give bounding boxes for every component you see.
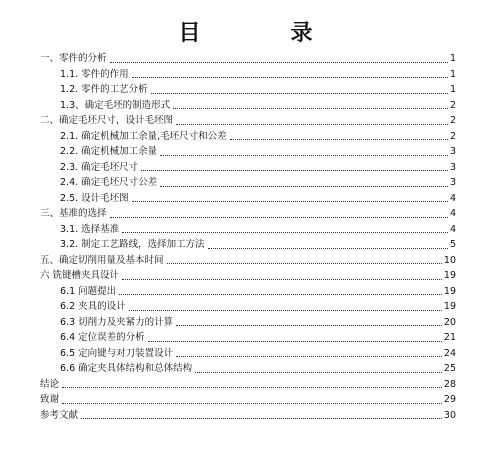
toc-title: 目 录 xyxy=(178,21,347,46)
toc-entry[interactable] xyxy=(40,144,456,160)
toc-entry-label: 6.5 定向键与对刀装置设计 xyxy=(60,347,174,359)
toc-entry-page-number: 28 xyxy=(443,378,456,390)
toc-entry-label: 一、零件的分析 xyxy=(40,53,107,64)
toc-dot-leader xyxy=(129,310,442,311)
toc-entry-page-number: 25 xyxy=(443,363,456,374)
toc-entry-label: 2.1. 确定机械加工余量,毛坯尺寸和公差 xyxy=(60,130,227,142)
toc-entry-label: 3.2. 制定工艺路线，选择加工方法 xyxy=(60,239,205,250)
toc-dot-leader xyxy=(62,387,442,388)
toc-dot-leader xyxy=(176,325,442,326)
toc-entry-page-number: 24 xyxy=(443,347,456,359)
toc-entry-page-number: 1 xyxy=(449,84,456,95)
toc-dot-leader xyxy=(122,232,448,233)
toc-entry[interactable] xyxy=(40,253,456,269)
toc-entry-page-number: 4 xyxy=(449,223,456,235)
toc-entry[interactable] xyxy=(40,268,456,284)
toc-entry-label: 6.4 定位误差的分析 xyxy=(60,332,145,343)
toc-dot-leader xyxy=(160,186,448,187)
toc-entry[interactable] xyxy=(40,67,456,83)
toc-entry-page-number: 5 xyxy=(449,239,456,250)
toc-entry[interactable] xyxy=(40,191,456,207)
toc-entry-page-number: 3 xyxy=(449,146,456,157)
toc-entry-label: 6.1 问题提出 xyxy=(60,285,117,297)
toc-dot-leader xyxy=(132,77,448,78)
toc-dot-leader xyxy=(110,217,448,218)
toc-entry[interactable] xyxy=(40,408,456,424)
toc-entry-label: 致谢 xyxy=(40,394,60,405)
toc-entry[interactable] xyxy=(40,51,456,67)
toc-entry[interactable] xyxy=(40,346,456,362)
toc-entry[interactable] xyxy=(40,129,456,145)
toc-dot-leader xyxy=(176,356,442,357)
toc-entry-label: 2.4. 确定毛坯尺寸公差 xyxy=(60,177,158,188)
toc-entry-page-number: 29 xyxy=(443,394,456,405)
toc-dot-leader xyxy=(148,341,442,342)
toc-entry-page-number: 19 xyxy=(443,285,456,297)
toc-entry-label: 6.6 确定夹具体结构和总体结构 xyxy=(60,363,193,374)
toc-entry-page-number: 21 xyxy=(443,332,456,343)
toc-entry[interactable] xyxy=(40,160,456,176)
toc-entry[interactable] xyxy=(40,392,456,408)
toc-entry-label: 三、基准的选择 xyxy=(40,208,107,219)
toc-dot-leader xyxy=(151,93,448,94)
toc-dot-leader xyxy=(132,201,448,202)
toc-entry-page-number: 1 xyxy=(449,53,456,64)
toc-entry[interactable] xyxy=(40,330,456,346)
toc-entry-page-number: 3 xyxy=(449,161,456,173)
toc-entry[interactable] xyxy=(40,377,456,393)
toc-entry-label: 1.1. 零件的作用 xyxy=(60,68,129,80)
toc-entry-page-number: 30 xyxy=(443,409,456,421)
toc-entry-label: 结论 xyxy=(40,378,60,390)
toc-dot-leader xyxy=(110,62,448,63)
toc-entry[interactable] xyxy=(40,315,456,331)
toc-entry[interactable] xyxy=(40,175,456,191)
toc-entry-page-number: 19 xyxy=(443,270,456,281)
toc-dot-leader xyxy=(195,372,442,373)
toc-dot-leader xyxy=(230,139,448,140)
toc-entry-label: 1.2. 零件的工艺分析 xyxy=(60,84,148,95)
toc-entry-page-number: 10 xyxy=(443,254,456,266)
toc-dot-leader xyxy=(122,279,442,280)
toc-entry[interactable] xyxy=(40,299,456,315)
toc-entry-page-number: 20 xyxy=(443,316,456,328)
toc-entry-page-number: 4 xyxy=(449,208,456,219)
toc-entry-label: 6.2 夹具的设计 xyxy=(60,301,126,312)
toc-entry-page-number: 1 xyxy=(449,68,456,80)
toc-entry-label: 6.3 切削力及夹紧力的计算 xyxy=(60,316,174,328)
toc-entry[interactable] xyxy=(40,98,456,114)
toc-entry[interactable] xyxy=(40,206,456,222)
toc-entry-page-number: 4 xyxy=(449,192,456,204)
toc-dot-leader xyxy=(173,108,448,109)
toc-entry[interactable] xyxy=(40,284,456,300)
toc-entry[interactable] xyxy=(40,82,456,98)
toc-dot-leader xyxy=(141,170,448,171)
toc-entry[interactable] xyxy=(40,222,456,238)
toc-entry-label: 2.2. 确定机械加工余量 xyxy=(60,146,158,157)
toc-dot-leader xyxy=(119,294,442,295)
toc-entry-label: 1.3、确定毛坯的制造形式 xyxy=(60,99,171,111)
toc-entry-page-number: 2 xyxy=(449,115,456,126)
toc-entry-page-number: 19 xyxy=(443,301,456,312)
toc-entry-label: 五、确定切削用量及基本时间 xyxy=(40,254,164,266)
toc-dot-leader xyxy=(176,124,448,125)
toc-entry[interactable] xyxy=(40,113,456,129)
toc-entry-label: 2.5. 设计毛坯图 xyxy=(60,192,129,204)
toc-entry-page-number: 2 xyxy=(449,130,456,142)
toc-dot-leader xyxy=(160,155,448,156)
toc-dot-leader xyxy=(167,263,442,264)
toc-entry-label: 2.3. 确定毛坯尺寸 xyxy=(60,161,139,173)
toc-dot-leader xyxy=(208,248,448,249)
table-of-contents xyxy=(40,51,456,423)
toc-entry[interactable] xyxy=(40,237,456,253)
toc-entry-page-number: 2 xyxy=(449,99,456,111)
toc-dot-leader xyxy=(81,418,442,419)
toc-entry-label: 参考文献 xyxy=(40,409,79,421)
toc-entry[interactable] xyxy=(40,361,456,377)
toc-dot-leader xyxy=(62,403,442,404)
toc-entry-page-number: 3 xyxy=(449,177,456,188)
toc-entry-label: 3.1. 选择基准 xyxy=(60,223,120,235)
toc-entry-label: 六 铣键槽夹具设计 xyxy=(40,270,120,281)
toc-entry-label: 二、确定毛坯尺寸，设计毛坯图 xyxy=(40,115,174,126)
